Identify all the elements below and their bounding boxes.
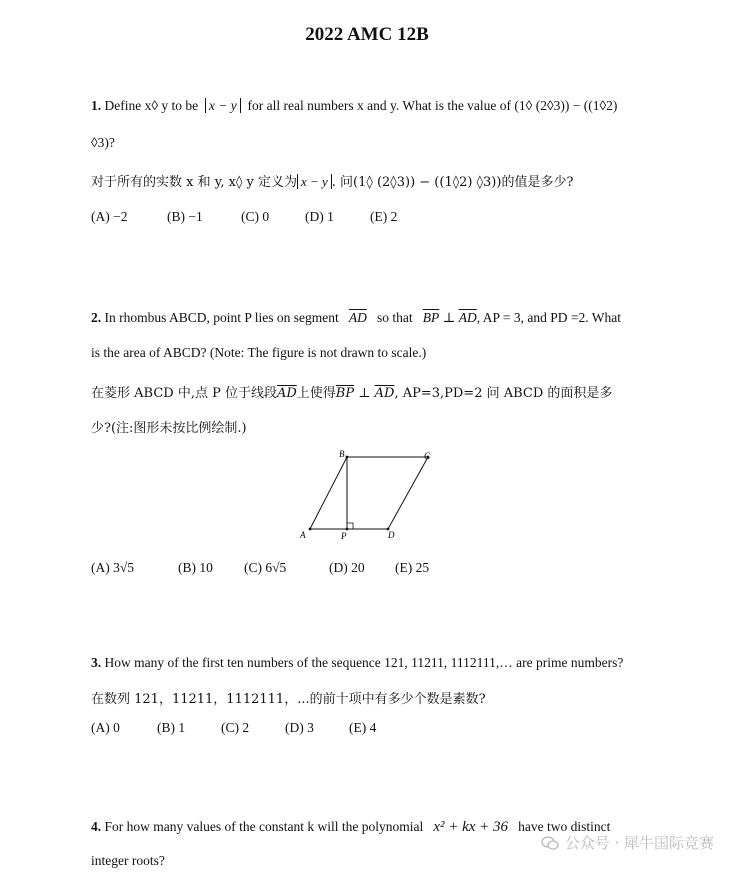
label-c: C — [424, 451, 431, 461]
q1-option-c: (C) 0 — [241, 209, 270, 224]
q2-option-a: (A) 3√5 — [91, 560, 135, 575]
q4-number: 4. — [91, 819, 102, 834]
label-a: A — [300, 530, 306, 540]
side-ab — [310, 457, 347, 529]
label-b: B — [339, 449, 345, 459]
label-d: D — [388, 530, 395, 540]
q1-number: 1. — [91, 98, 102, 113]
q4-line-1 — [91, 819, 610, 836]
q2-cn-line-1 — [91, 382, 612, 401]
q3-cn: 在数列 121，11211，1112111，...的前十项中有多少个数是素数? — [91, 692, 486, 707]
watermark — [541, 832, 714, 853]
q4-polynomial: x² + kx + 36 — [433, 819, 509, 835]
q2-cn-d: 少?(注:图形未按比例绘制.) — [91, 421, 247, 436]
q1-cn-line — [91, 171, 573, 190]
q2-segment-ad-2: $\overline{AD}$ — [458, 310, 477, 325]
q3-option-b: (B) 1 — [157, 720, 186, 735]
q1-abs-expr: x − y — [205, 98, 241, 113]
point-p — [346, 528, 349, 531]
wechat-icon — [541, 836, 559, 850]
point-b — [346, 456, 349, 459]
q2-perp-symbol: ⊥ — [442, 310, 456, 325]
q1-text-c: ◊3)? — [91, 135, 115, 150]
q3-option-a: (A) 0 — [91, 720, 120, 735]
q3-option-d: (D) 3 — [285, 720, 314, 735]
q2-cn-segment-ad-2: $\overline{AD}$ — [374, 386, 395, 401]
q1-cn-a: 对于所有的实数 x 和 y, x◊ y 定义为 — [91, 175, 297, 190]
point-a — [309, 528, 312, 531]
q1-line-1 — [91, 98, 617, 114]
q2-cn-segment-ad: $\overline{AD}$ — [276, 386, 297, 401]
q1-option-a: (A) −2 — [91, 209, 128, 224]
q2-segment-bp: $\overline{BP}$ — [422, 310, 440, 325]
q2-option-d: (D) 20 — [329, 560, 365, 575]
q3-option-c: (C) 2 — [221, 720, 250, 735]
q2-text-so: so that — [377, 310, 413, 325]
q2-cn-perp: ⊥ — [358, 386, 371, 401]
q1-option-b: (B) −1 — [167, 209, 203, 224]
q2-text-b: , AP = 3, and PD =2. What — [476, 310, 621, 325]
q2-option-c: (C) 6√5 — [244, 560, 287, 575]
q2-segment-ad: $\overline{AD}$ — [348, 310, 367, 325]
q1-cn-abs-expr: x − y — [297, 174, 332, 189]
side-cd — [388, 457, 428, 529]
q2-text-c: is the area of ABCD? (Note: The figure is not drawn to scale.) — [91, 345, 427, 360]
q3-number: 3. — [91, 655, 102, 670]
q2-line-1 — [91, 310, 621, 326]
q2-text-a: In rhombus ABCD, point P lies on segment — [104, 310, 339, 325]
q2-cn-b: 上使得 — [296, 386, 336, 401]
q3-text: How many of the first ten numbers of the sequence 121, 11211, 1112111,… are prime numbers? — [104, 655, 624, 670]
q1-option-d: (D) 1 — [305, 209, 334, 224]
label-p: P — [341, 531, 347, 541]
q2-cn-segment-bp: $\overline{BP}$ — [335, 386, 355, 401]
q3-line-1 — [91, 655, 623, 671]
q1-text-b: for all real numbers x and y. What is the value of (1◊ (2◊3)) − ((1◊2) — [247, 98, 618, 113]
q2-option-b: (B) 10 — [178, 560, 213, 575]
rhombus-figure — [290, 445, 440, 545]
q1-option-e: (E) 2 — [370, 209, 398, 224]
page-title: 2022 AMC 12B — [305, 24, 429, 45]
q4-text-b: have two distinct — [518, 819, 611, 834]
q2-cn-a: 在菱形 ABCD 中,点 P 位于线段 — [91, 386, 277, 401]
q3-option-e: (E) 4 — [349, 720, 377, 735]
watermark-text: 公众号 · 犀牛国际竞赛 — [564, 834, 714, 852]
q1-text-a: Define x◊ y to be — [104, 98, 199, 113]
q4-text-c: integer roots? — [91, 853, 165, 868]
q2-number: 2. — [91, 310, 102, 325]
q4-text-a: For how many values of the constant k will the polynomial — [104, 819, 424, 834]
q2-option-e: (E) 25 — [395, 560, 430, 575]
q2-cn-c: , AP=3,PD=2 问 ABCD 的面积是多 — [394, 386, 613, 401]
q1-cn-b: . 问(1◊ (2◊3)) − ((1◊2) ◊3))的值是多少? — [331, 175, 574, 190]
